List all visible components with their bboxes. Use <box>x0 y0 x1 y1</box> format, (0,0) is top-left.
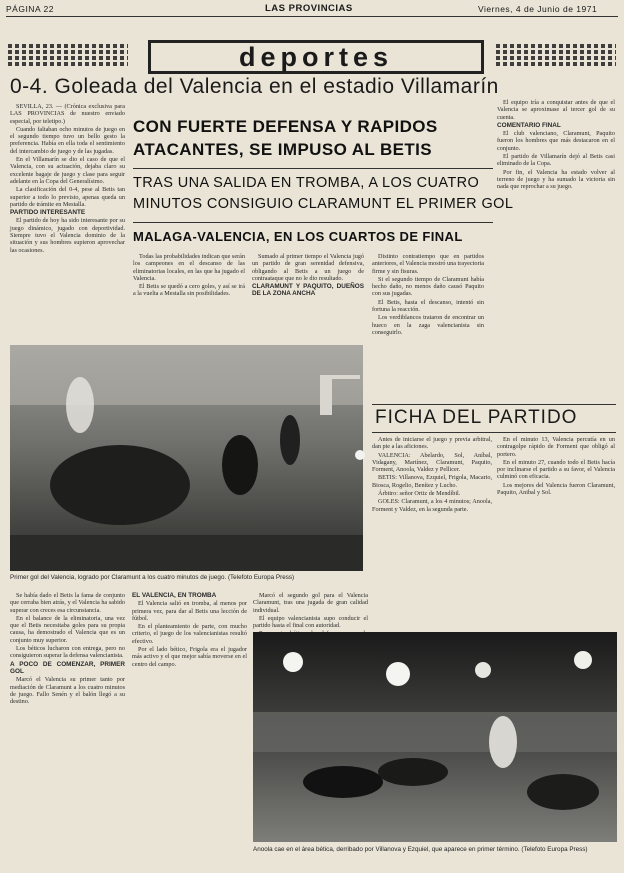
ficha-title: FICHA DEL PARTIDO <box>375 407 578 428</box>
paragraph: SEVILLA, 23. — (Crónica exclusiva para LAS PROVINCIAS de nuestro enviado especial, por teletipo.) <box>10 103 125 125</box>
issue-date: Viernes, 4 de Junio de 1971 <box>478 4 598 14</box>
subhead-3: MALAGA-VALENCIA, EN LOS CUARTOS DE FINAL <box>133 229 463 244</box>
paragraph: El Betis, hasta el descanso, intentó sin fortuna la reacción. <box>372 298 484 314</box>
section-label: CLARAMUNT Y PAQUITO, DUEÑOS DE LA ZONA ANCHA <box>252 283 364 298</box>
paragraph: El Valencia salió en tromba, al menos por primera vez, para dar al Betis una lección de fútbol. <box>132 600 247 622</box>
subhead-1-line2: ATACANTES, SE IMPUSO AL BETIS <box>133 140 433 159</box>
paragraph: Todas las probabilidades indican que serán los campeones en el descanso de las eliminatorias locales, en las que ha jugado el Valencia. <box>133 253 245 282</box>
column-2 <box>133 253 245 341</box>
paragraph: VALENCIA: Abelardo, Sol, Aníbal, Vidagany, Martínez, Claramunt, Paquito, Forment, Anoola, Valdez y Pellicer. <box>372 451 492 474</box>
paragraph: Si el segundo tiempo de Claramunt había hecho daño, no menos daño causó Paquito con sus jugadas. <box>372 275 484 298</box>
paragraph: Por el lado bético, Frigola era el jugador más activo y el que mejor sabía moverse en el centro del campo. <box>132 646 247 668</box>
paragraph: En el Villamarín se dio el caso de que el Valencia, con su actuación, dejaba claro su excelente bagaje de juego y clase para seguir adelante en la Copa del Generalísimo. <box>10 156 125 185</box>
paragraph: Árbitro: señor Ortiz de Mendíbil. <box>378 490 461 498</box>
match-photo-2 <box>253 632 617 842</box>
paragraph: Marcó el Valencia su primer tanto por mediación de Claramunt a los cuatro minutos de juego. Fallo Senén y el balón llegó a su destino. <box>10 676 125 706</box>
column-3 <box>252 253 364 341</box>
photo-2-caption: Anoola cae en el área bética, derribado por Villanova y Ezquiel, que aparece en primer término. (Telefoto Europa Press) <box>253 846 588 853</box>
paragraph: El partido de Villamarín dejó al Betis casi eliminado de la Copa. <box>497 153 615 168</box>
paragraph: En el balance de la eliminatoria, una vez que el Betis necesitaba goles para su propia causa, ha demostrado el Valencia que es un conjunto muy superior. <box>10 614 125 644</box>
subhead-2-line2: MINUTOS CONSIGUIO CLARAMUNT EL PRIMER GOL <box>133 196 514 212</box>
paragraph: El equipo valencianista supo conducir el partido hasta el final con autoridad. <box>253 614 368 630</box>
paragraph: GOLES: Claramunt, a los 4 minutos; Anoola, Forment y Valdez, en la segunda parte. <box>372 498 492 513</box>
section-title: deportes <box>238 41 394 72</box>
subhead-2-line1: TRAS UNA SALIDA EN TROMBA, A LOS CUATRO <box>133 175 480 191</box>
ficha-column-left <box>372 436 492 626</box>
column-mid-3 <box>253 592 368 630</box>
ornament-right-icon <box>496 44 616 66</box>
column-1-bottom <box>10 592 125 862</box>
column-1-top <box>10 103 125 288</box>
column-mid-2 <box>132 592 247 862</box>
section-label: A POCO DE COMENZAR, PRIMER GOL <box>10 660 125 675</box>
ornament-left-icon <box>8 44 128 66</box>
paragraph: Se había dado el Betis la fama de conjunto que cerraba bien atrás, y el Valencia ha sabido superar con creces esa circunstancia. <box>10 592 125 614</box>
paragraph: Los mejores del Valencia fueron Claramunt, Paquito, Anibal y Sol. <box>497 481 615 497</box>
paragraph: Antes de iniciarse el juego y previa arbitral, dan pie a las aficiones. <box>372 436 492 451</box>
masthead: LAS PROVINCIAS <box>265 3 353 14</box>
subhead-1-line1: CON FUERTE DEFENSA Y RAPIDOS <box>133 117 438 136</box>
column-5 <box>497 99 615 399</box>
section-label: COMENTARIO FINAL <box>497 121 561 129</box>
paragraph: El equipo iría a conquistar antes de que el Valencia se aproximase al tercer gol de su cuenta. <box>497 99 615 121</box>
paragraph: En el minuto 27, cuando todo el Betis hacía por inclinarse el partido a su favor, el Valencia culminó con eficacia. <box>497 458 615 481</box>
paragraph: En el planteamiento de parte, con mucho criterio, el juego de los valencianistas resultó efectivo. <box>132 623 247 645</box>
main-headline: 0-4. Goleada del Valencia en el estadio Villamarín <box>10 75 499 98</box>
section-label: PARTIDO INTERESANTE <box>10 209 86 217</box>
paragraph: Sumado al primer tiempo el Valencia jugó un partido de gran serenidad defensiva, obligando al Betis a un juego de contraataque que no le dio resultado. <box>252 253 364 282</box>
paragraph: BETIS: Villanova, Ezquiel, Frigola, Macario, Biosca, Rogelio, Benítez y Lucho. <box>372 474 492 489</box>
paragraph: En el minuto 13, Valencia percutía en un contragolpe rápido de Forment que obligó al portero. <box>497 436 615 458</box>
page-number: PÁGINA 22 <box>6 4 54 14</box>
subhead-rule-2 <box>133 222 493 223</box>
ficha-rule <box>372 404 616 405</box>
paragraph: La clasificación del 0-4, pese al Betis tan superior a todo lo previsto, apenas queda un partido de trámite en Mestalla. <box>10 186 125 208</box>
photo-1-caption: Primer gol del Valencia, logrado por Claramunt a los cuatro minutos de juego. (Telefoto Europa Press) <box>10 574 295 581</box>
header-rule <box>6 16 618 17</box>
section-banner <box>8 40 616 70</box>
section-title-box <box>148 40 484 74</box>
paragraph: El Betis se quedó a cero goles, y así se irá a la vuelta a Mestalla sin posibilidades. <box>133 283 245 298</box>
ficha-column-right <box>497 436 615 626</box>
match-photo-1 <box>10 345 363 571</box>
paragraph: Los verdiblancos trataron de encontrar un hueco en la zaga valencianista sin conseguirlo. <box>372 314 484 336</box>
ficha-rule-2 <box>372 432 616 433</box>
paragraph: El partido de hoy ha sido interesante por su juego dinámico, jugado con deportividad. Siempre tuvo el Valencia dominio de la situación y sus hombres supieron aprovechar las ocasiones. <box>10 217 125 254</box>
section-label: EL VALENCIA, EN TROMBA <box>132 592 217 599</box>
paragraph: Distinto contratiempo que en partidos anteriores, el Valencia mostró una trayectoria firme y sin fisuras. <box>372 253 484 275</box>
paragraph: El club valenciano, Claramunt, Paquito fueron los hombres que más destacaron en el conjunto. <box>497 130 615 152</box>
paragraph: Por fin, el Valencia ha estado volver al terreno de juego y ha sumado la victoria sin nada que reprochar a su juego. <box>497 168 615 191</box>
paragraph: Marcó el segundo gol para el Valencia Claramunt, tras una jugada de gran calidad individual. <box>253 592 368 614</box>
paragraph: Los béticos lucharon con entrega, pero no consiguieron superar la defensa valencianista. <box>10 645 125 660</box>
column-4 <box>372 253 484 403</box>
subhead-rule <box>133 168 493 169</box>
paragraph: Cuando faltaban ocho minutos de juego en el segundo tiempo tuvo un bello gesto la preferencia. Había en ella toda el sentimiento del intercambio de juego y de las jugadas. <box>10 125 125 155</box>
